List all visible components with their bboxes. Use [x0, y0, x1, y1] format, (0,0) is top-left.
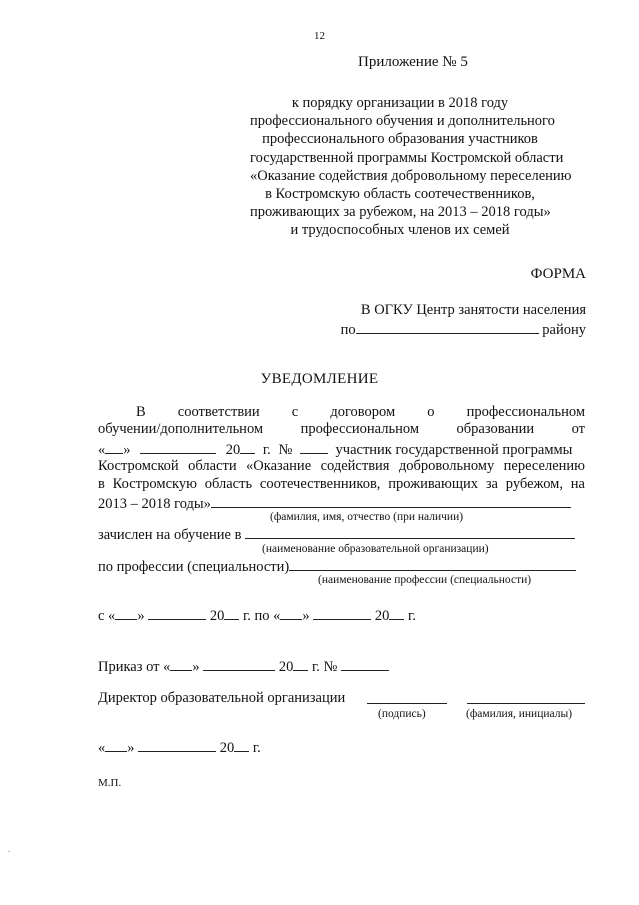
contract-month-field[interactable]: [140, 440, 216, 454]
period-to-label: г. по «: [242, 608, 281, 624]
form-label: ФОРМА: [530, 266, 586, 282]
enrolled-line: [98, 525, 575, 544]
order-label: Приказ от «: [98, 659, 171, 675]
notice-line-4: Костромской области «Оказание содействия добровольному переселению: [98, 458, 585, 474]
contract-number-field[interactable]: [300, 440, 328, 454]
caption-org: (наименование образовательной организации): [262, 543, 489, 555]
year-suffix: г.: [262, 442, 271, 458]
quote-close: »: [192, 659, 200, 675]
addressee-suffix: району: [542, 321, 586, 338]
profession-label: по профессии (специальности): [98, 559, 290, 575]
order-number-field[interactable]: [341, 657, 389, 671]
addressee-prefix: по: [340, 321, 356, 338]
year-prefix: 20: [278, 659, 294, 675]
year-prefix: 20: [209, 608, 225, 624]
intro-line: проживающих за рубежом, на 2013 – 2018 годы»: [250, 204, 551, 221]
quote-open: «: [98, 740, 106, 756]
enrolled-label: зачислен на обучение в: [98, 527, 242, 543]
intro-block: [250, 94, 572, 240]
stamp-place: М.П.: [98, 777, 122, 789]
start-month-field[interactable]: [148, 606, 206, 620]
date-year-field[interactable]: [234, 738, 249, 752]
date-line: [98, 738, 261, 757]
period-from-label: с «: [98, 608, 116, 624]
fio-field[interactable]: [211, 494, 571, 508]
addressee-line2: [341, 320, 586, 340]
date-day-field[interactable]: [105, 738, 127, 752]
page-number: 12: [314, 30, 325, 42]
word: обучении/дополнительном: [98, 421, 264, 437]
intro-line: «Оказание содействия добровольному переселению: [250, 167, 572, 184]
word: В: [136, 404, 146, 420]
quote-close: »: [127, 740, 135, 756]
intro-line: и трудоспособных членов их семей: [290, 222, 510, 239]
quote-close: »: [123, 442, 131, 458]
line-text: 2013 – 2018 годы»: [98, 496, 211, 512]
end-day-field[interactable]: [280, 606, 302, 620]
order-month-field[interactable]: [203, 657, 275, 671]
order-number-label: г. №: [312, 659, 338, 675]
intro-line: государственной программы Костромской области: [250, 149, 564, 166]
year-suffix: г.: [408, 608, 416, 624]
word: профессиональном: [466, 404, 586, 420]
year-prefix: 20: [219, 740, 235, 756]
quote-close: »: [302, 608, 310, 624]
notice-title: УВЕДОМЛЕНИЕ: [260, 371, 379, 387]
signature-field[interactable]: [367, 690, 447, 704]
start-year-field[interactable]: [224, 606, 239, 620]
caption-signature: (подпись): [378, 708, 426, 720]
word: о: [427, 404, 435, 420]
word: договором: [330, 404, 396, 420]
district-field[interactable]: [356, 320, 539, 334]
quote-close: »: [137, 608, 145, 624]
notice-line-5: в Костромскую область соотечественников, проживающих за рубежом, на: [98, 476, 585, 492]
profession-field[interactable]: [289, 557, 576, 571]
intro-line: к порядку организации в 2018 году: [291, 95, 509, 111]
year-prefix: 20: [374, 608, 390, 624]
end-year-field[interactable]: [389, 606, 404, 620]
appendix-title: Приложение № 5: [358, 54, 468, 70]
intro-line: профессионального образования участников: [262, 131, 538, 148]
quote-open: «: [98, 442, 106, 458]
caption-name: (фамилия, инициалы): [466, 708, 573, 720]
order-year-field[interactable]: [293, 657, 308, 671]
name-initials-field[interactable]: [467, 690, 585, 704]
notice-line-3: [98, 440, 572, 459]
notice-line-2: [98, 421, 585, 438]
contract-year-field[interactable]: [240, 440, 255, 454]
number-sign: №: [278, 442, 293, 458]
addressee-block: [341, 301, 586, 339]
date-month-field[interactable]: [138, 738, 216, 752]
caption-profession: (наименование профессии (специальности): [318, 574, 532, 586]
year-prefix: 20: [225, 442, 241, 458]
word: с: [291, 404, 299, 420]
end-month-field[interactable]: [313, 606, 371, 620]
organization-field[interactable]: [245, 525, 575, 539]
contract-day-field[interactable]: [105, 440, 123, 454]
word: профессиональном: [300, 421, 420, 437]
start-day-field[interactable]: [115, 606, 137, 620]
intro-line: в Костромскую область соотечественников,: [265, 186, 535, 203]
notice-line-1: [98, 404, 585, 421]
intro-line: профессионального обучения и дополнительного: [250, 113, 555, 130]
order-day-field[interactable]: [170, 657, 192, 671]
year-suffix: г.: [252, 740, 261, 756]
line-text: участник государственной программы: [335, 442, 573, 458]
addressee-line1: В ОГКУ Центр занятости населения: [360, 302, 586, 318]
word: от: [571, 421, 585, 437]
order-line: [98, 657, 389, 676]
word: соответствии: [177, 404, 260, 420]
director-label: Директор образовательной организации: [98, 690, 346, 706]
caption-fio: (фамилия, имя, отчество (при наличии): [270, 511, 464, 523]
period-line: [98, 606, 416, 625]
margin-mark: [8, 851, 10, 852]
word: образовании: [456, 421, 535, 437]
